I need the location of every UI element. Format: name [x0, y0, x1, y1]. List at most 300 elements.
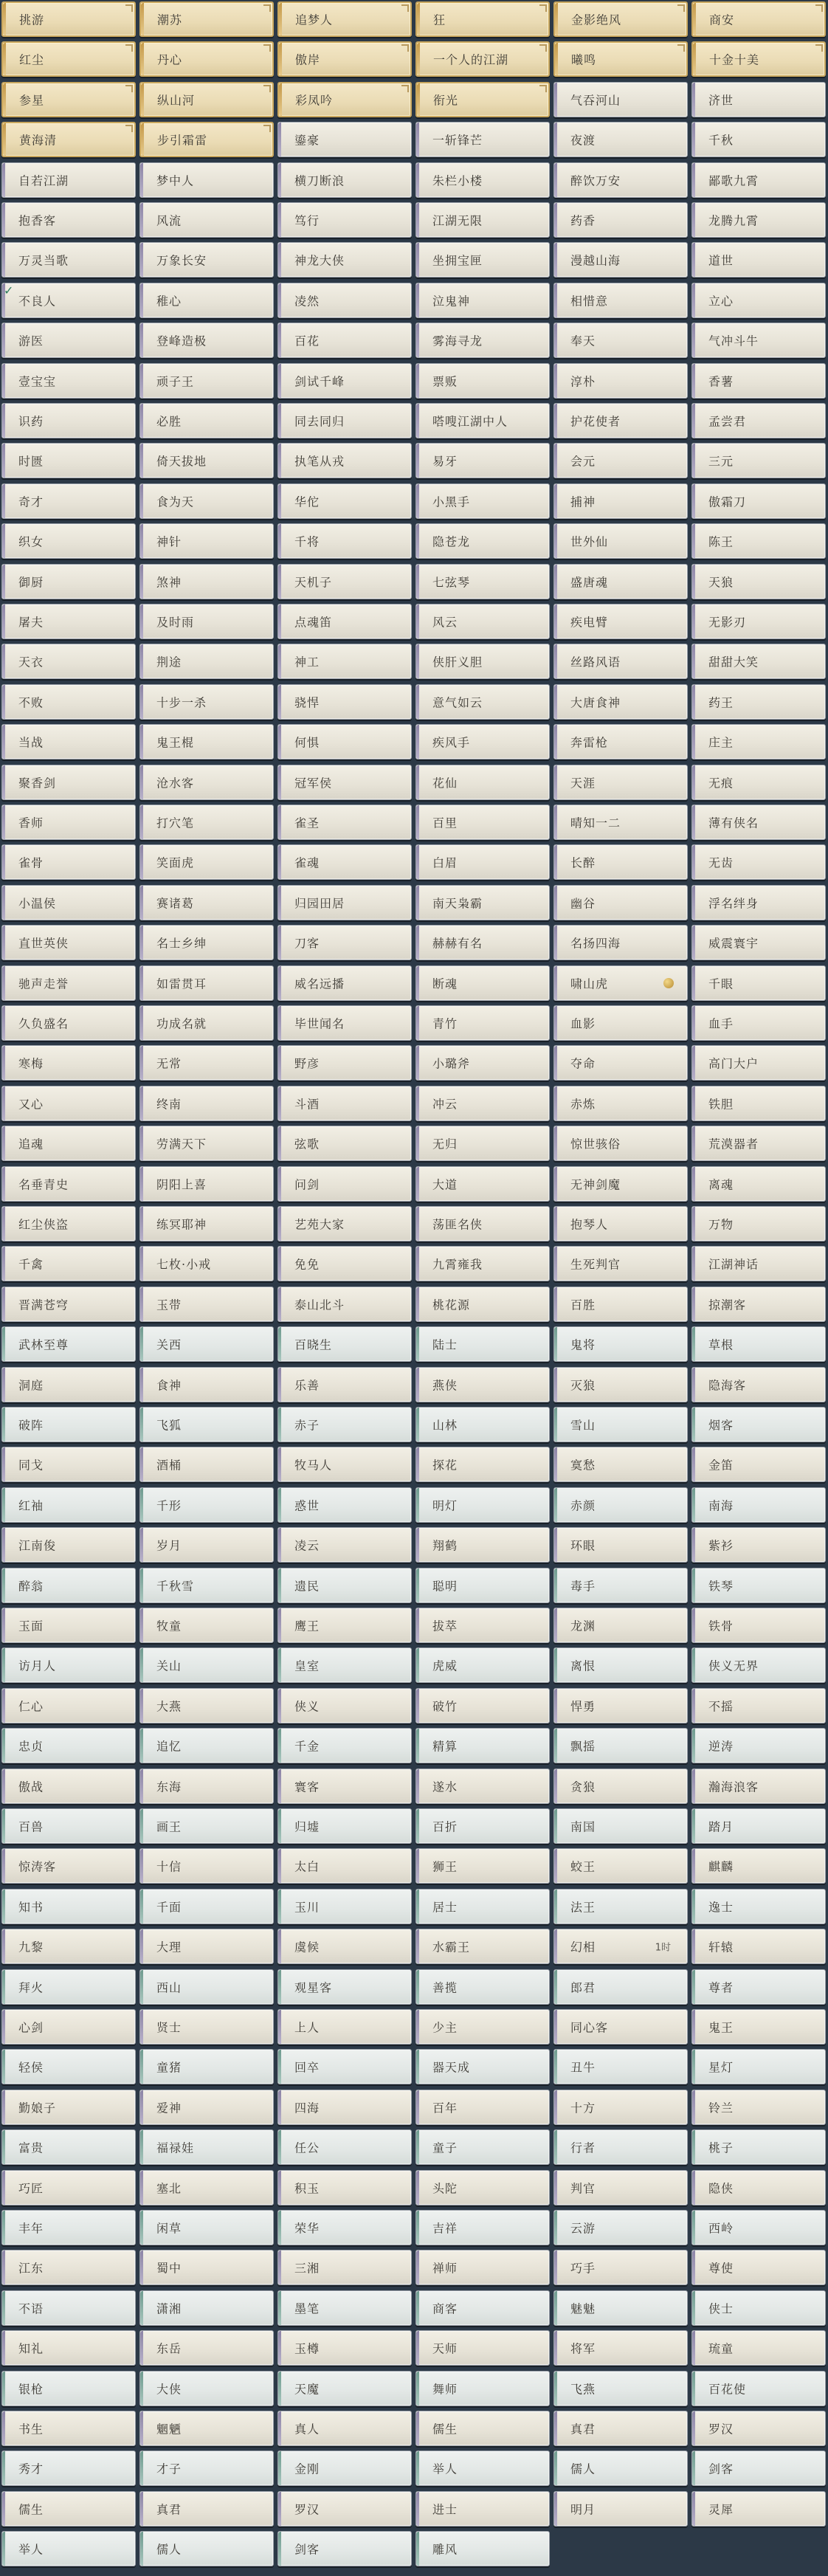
- title-tile[interactable]: [1, 1487, 136, 1523]
- title-tile[interactable]: [553, 604, 688, 639]
- title-tile[interactable]: [553, 242, 688, 278]
- title-tile[interactable]: [553, 2090, 688, 2125]
- title-tile[interactable]: [139, 2290, 274, 2326]
- title-tile[interactable]: [1, 1447, 136, 1482]
- title-tile[interactable]: [277, 41, 412, 77]
- title-tile[interactable]: [277, 805, 412, 840]
- title-tile[interactable]: [1, 2170, 136, 2205]
- title-tile[interactable]: [415, 1, 550, 37]
- title-tile[interactable]: [1, 1206, 136, 1241]
- title-tile[interactable]: [415, 2170, 550, 2205]
- title-tile[interactable]: [139, 1889, 274, 1924]
- title-tile[interactable]: [277, 2451, 412, 2486]
- title-tile[interactable]: [277, 1688, 412, 1723]
- title-tile[interactable]: [139, 1487, 274, 1523]
- title-tile[interactable]: [553, 1326, 688, 1362]
- title-tile[interactable]: [1, 363, 136, 399]
- title-tile[interactable]: [415, 925, 550, 960]
- title-tile[interactable]: [691, 242, 826, 278]
- title-tile[interactable]: [553, 1246, 688, 1281]
- title-tile[interactable]: [415, 1647, 550, 1683]
- title-tile[interactable]: [415, 644, 550, 679]
- title-tile[interactable]: [139, 1166, 274, 1202]
- title-tile[interactable]: [1, 1647, 136, 1683]
- title-tile[interactable]: [277, 403, 412, 438]
- title-tile[interactable]: [139, 523, 274, 559]
- title-tile[interactable]: [415, 483, 550, 519]
- title-tile[interactable]: [139, 323, 274, 358]
- title-tile[interactable]: [1, 724, 136, 760]
- title-tile[interactable]: [1, 2049, 136, 2084]
- title-tile[interactable]: [691, 1929, 826, 1964]
- title-tile[interactable]: [1, 2411, 136, 2446]
- title-tile[interactable]: [691, 1568, 826, 1603]
- title-tile[interactable]: [553, 2049, 688, 2084]
- title-tile[interactable]: [415, 1447, 550, 1482]
- title-tile[interactable]: [553, 965, 688, 1001]
- title-tile[interactable]: [139, 604, 274, 639]
- title-tile[interactable]: [1, 1367, 136, 1402]
- title-tile[interactable]: [553, 323, 688, 358]
- title-tile[interactable]: [553, 805, 688, 840]
- title-tile[interactable]: [277, 765, 412, 800]
- title-tile[interactable]: [553, 523, 688, 559]
- title-tile[interactable]: [139, 483, 274, 519]
- title-tile[interactable]: [691, 1166, 826, 1202]
- title-tile[interactable]: [277, 1848, 412, 1884]
- title-tile[interactable]: [691, 1005, 826, 1041]
- title-tile[interactable]: [553, 2371, 688, 2406]
- title-tile[interactable]: [691, 2451, 826, 2486]
- title-tile[interactable]: [415, 2330, 550, 2366]
- title-tile[interactable]: [139, 1246, 274, 1281]
- title-tile[interactable]: [139, 805, 274, 840]
- title-tile[interactable]: [415, 2210, 550, 2245]
- title-tile[interactable]: [553, 283, 688, 318]
- title-tile[interactable]: [1, 1608, 136, 1643]
- title-tile[interactable]: [553, 564, 688, 599]
- title-tile[interactable]: [415, 1487, 550, 1523]
- title-tile[interactable]: [1, 885, 136, 920]
- title-tile[interactable]: [553, 1, 688, 37]
- title-tile[interactable]: [691, 1848, 826, 1884]
- title-tile[interactable]: [1, 1769, 136, 1804]
- title-tile[interactable]: [277, 1889, 412, 1924]
- title-tile[interactable]: [139, 202, 274, 238]
- title-tile[interactable]: [277, 283, 412, 318]
- title-tile[interactable]: [139, 564, 274, 599]
- title-tile[interactable]: [1, 283, 136, 318]
- title-tile[interactable]: [277, 1126, 412, 1161]
- title-tile[interactable]: [277, 122, 412, 157]
- title-tile[interactable]: [277, 2009, 412, 2045]
- title-tile[interactable]: [691, 323, 826, 358]
- title-tile[interactable]: [277, 2290, 412, 2326]
- title-tile[interactable]: [139, 2371, 274, 2406]
- title-tile[interactable]: [415, 1688, 550, 1723]
- title-tile[interactable]: [553, 2250, 688, 2285]
- title-tile[interactable]: [1, 2531, 136, 2566]
- title-tile[interactable]: [1, 1527, 136, 1563]
- title-tile[interactable]: [415, 2290, 550, 2326]
- title-tile[interactable]: [1, 1045, 136, 1081]
- title-tile[interactable]: [277, 1487, 412, 1523]
- title-tile[interactable]: [277, 1929, 412, 1964]
- title-tile[interactable]: [1, 1969, 136, 2005]
- title-tile[interactable]: [691, 363, 826, 399]
- title-tile[interactable]: [415, 885, 550, 920]
- title-tile[interactable]: [277, 1647, 412, 1683]
- title-tile[interactable]: [277, 644, 412, 679]
- title-tile[interactable]: [415, 1728, 550, 1763]
- title-tile[interactable]: [415, 1848, 550, 1884]
- title-tile[interactable]: [691, 684, 826, 720]
- title-tile[interactable]: [691, 1728, 826, 1763]
- title-tile[interactable]: [277, 1287, 412, 1322]
- title-tile[interactable]: [691, 403, 826, 438]
- title-tile[interactable]: [1, 162, 136, 198]
- title-tile[interactable]: [691, 2491, 826, 2527]
- title-tile[interactable]: [553, 363, 688, 399]
- title-tile[interactable]: [277, 82, 412, 117]
- title-tile[interactable]: [691, 283, 826, 318]
- title-tile[interactable]: [1, 604, 136, 639]
- title-tile[interactable]: [553, 684, 688, 720]
- title-tile[interactable]: [691, 2090, 826, 2125]
- title-tile[interactable]: [277, 1808, 412, 1844]
- title-tile[interactable]: [139, 1647, 274, 1683]
- title-tile[interactable]: [277, 1367, 412, 1402]
- title-tile[interactable]: [139, 1688, 274, 1723]
- title-tile[interactable]: [1, 765, 136, 800]
- title-tile[interactable]: [415, 2531, 550, 2566]
- title-tile[interactable]: [139, 283, 274, 318]
- title-tile[interactable]: [139, 242, 274, 278]
- title-tile[interactable]: [277, 1246, 412, 1281]
- title-tile[interactable]: [277, 2129, 412, 2165]
- title-tile[interactable]: [277, 885, 412, 920]
- title-tile[interactable]: [277, 1568, 412, 1603]
- title-tile[interactable]: [139, 1, 274, 37]
- title-tile[interactable]: [277, 2371, 412, 2406]
- title-tile[interactable]: [415, 2009, 550, 2045]
- title-tile[interactable]: [1, 1688, 136, 1723]
- title-tile[interactable]: [415, 2090, 550, 2125]
- title-tile[interactable]: [691, 443, 826, 478]
- title-tile[interactable]: [553, 82, 688, 117]
- title-tile[interactable]: [691, 965, 826, 1001]
- title-tile[interactable]: [415, 844, 550, 880]
- title-tile[interactable]: [277, 604, 412, 639]
- title-tile[interactable]: [277, 2491, 412, 2527]
- title-tile[interactable]: [139, 1326, 274, 1362]
- title-tile[interactable]: [553, 2009, 688, 2045]
- title-tile[interactable]: [1, 2371, 136, 2406]
- title-tile[interactable]: [415, 765, 550, 800]
- title-tile[interactable]: [553, 1808, 688, 1844]
- title-tile[interactable]: [691, 2009, 826, 2045]
- title-tile[interactable]: [691, 2170, 826, 2205]
- title-tile[interactable]: [553, 1407, 688, 1442]
- title-tile[interactable]: [1, 2250, 136, 2285]
- title-tile[interactable]: [415, 1287, 550, 1322]
- title-tile[interactable]: [691, 805, 826, 840]
- title-tile[interactable]: [1, 1568, 136, 1603]
- title-tile[interactable]: [139, 724, 274, 760]
- title-tile[interactable]: [415, 1407, 550, 1442]
- title-tile[interactable]: [415, 1126, 550, 1161]
- title-tile[interactable]: [553, 1527, 688, 1563]
- title-tile[interactable]: [139, 122, 274, 157]
- title-tile[interactable]: [1, 2210, 136, 2245]
- title-tile[interactable]: [553, 1166, 688, 1202]
- title-tile[interactable]: [277, 1045, 412, 1081]
- title-tile[interactable]: [691, 1969, 826, 2005]
- title-tile[interactable]: [415, 1527, 550, 1563]
- title-tile[interactable]: [277, 2210, 412, 2245]
- title-tile[interactable]: [277, 1326, 412, 1362]
- title-tile[interactable]: [553, 1045, 688, 1081]
- title-tile[interactable]: [139, 844, 274, 880]
- title-tile[interactable]: [277, 1969, 412, 2005]
- title-tile[interactable]: [139, 925, 274, 960]
- title-tile[interactable]: [691, 844, 826, 880]
- title-tile[interactable]: [139, 403, 274, 438]
- title-tile[interactable]: [691, 82, 826, 117]
- title-tile[interactable]: [1, 1889, 136, 1924]
- title-tile[interactable]: [277, 724, 412, 760]
- title-tile[interactable]: [1, 523, 136, 559]
- title-tile[interactable]: [1, 1407, 136, 1442]
- title-tile[interactable]: [277, 925, 412, 960]
- title-tile[interactable]: [553, 2129, 688, 2165]
- title-tile[interactable]: [277, 2049, 412, 2084]
- title-tile[interactable]: [691, 2210, 826, 2245]
- title-tile[interactable]: [139, 1447, 274, 1482]
- title-tile[interactable]: [415, 1929, 550, 1964]
- title-tile[interactable]: [139, 1367, 274, 1402]
- title-tile[interactable]: [691, 2250, 826, 2285]
- title-tile[interactable]: [691, 1045, 826, 1081]
- title-tile[interactable]: [691, 162, 826, 198]
- title-tile[interactable]: [1, 202, 136, 238]
- title-tile[interactable]: [691, 564, 826, 599]
- title-tile[interactable]: [139, 1045, 274, 1081]
- title-tile[interactable]: [139, 2009, 274, 2045]
- title-tile[interactable]: [277, 1407, 412, 1442]
- title-tile[interactable]: [1, 1326, 136, 1362]
- title-tile[interactable]: [139, 2491, 274, 2527]
- title-tile[interactable]: [139, 41, 274, 77]
- title-tile[interactable]: [1, 564, 136, 599]
- title-tile[interactable]: [139, 2049, 274, 2084]
- title-tile[interactable]: [139, 1086, 274, 1121]
- title-tile[interactable]: [1, 1005, 136, 1041]
- title-tile[interactable]: [277, 684, 412, 720]
- title-tile[interactable]: [1, 925, 136, 960]
- title-tile[interactable]: [415, 1086, 550, 1121]
- title-tile[interactable]: [415, 2049, 550, 2084]
- title-tile[interactable]: [277, 1447, 412, 1482]
- title-tile[interactable]: [691, 1206, 826, 1241]
- title-tile[interactable]: [1, 82, 136, 117]
- title-tile[interactable]: [1, 2491, 136, 2527]
- title-tile[interactable]: [691, 1608, 826, 1643]
- title-tile[interactable]: [415, 1769, 550, 1804]
- title-tile[interactable]: [277, 523, 412, 559]
- title-tile[interactable]: [277, 162, 412, 198]
- title-tile[interactable]: [415, 805, 550, 840]
- title-tile[interactable]: [139, 644, 274, 679]
- title-tile[interactable]: [553, 1647, 688, 1683]
- title-tile[interactable]: [553, 1889, 688, 1924]
- title-tile[interactable]: [277, 202, 412, 238]
- title-tile[interactable]: [277, 443, 412, 478]
- title-tile[interactable]: [139, 765, 274, 800]
- title-tile[interactable]: [277, 2170, 412, 2205]
- title-tile[interactable]: [139, 2531, 274, 2566]
- title-tile[interactable]: [1, 2451, 136, 2486]
- title-tile[interactable]: [415, 1568, 550, 1603]
- title-tile[interactable]: [277, 1769, 412, 1804]
- title-tile[interactable]: [691, 2049, 826, 2084]
- title-tile[interactable]: [139, 1568, 274, 1603]
- title-tile[interactable]: [691, 2290, 826, 2326]
- title-tile[interactable]: [1, 1287, 136, 1322]
- title-tile[interactable]: [1, 1929, 136, 1964]
- title-tile[interactable]: [1, 403, 136, 438]
- title-tile[interactable]: [415, 162, 550, 198]
- title-tile[interactable]: [691, 724, 826, 760]
- title-tile[interactable]: [691, 523, 826, 559]
- title-tile[interactable]: [691, 483, 826, 519]
- title-tile[interactable]: [139, 162, 274, 198]
- title-tile[interactable]: [277, 2411, 412, 2446]
- title-tile[interactable]: [553, 1769, 688, 1804]
- title-tile[interactable]: [1, 483, 136, 519]
- title-tile[interactable]: [1, 1126, 136, 1161]
- title-tile[interactable]: [691, 1, 826, 37]
- title-tile[interactable]: [1, 644, 136, 679]
- title-tile[interactable]: [277, 965, 412, 1001]
- title-tile[interactable]: [553, 1005, 688, 1041]
- title-tile[interactable]: [553, 2451, 688, 2486]
- title-tile[interactable]: [415, 1005, 550, 1041]
- title-tile[interactable]: [415, 1608, 550, 1643]
- title-tile[interactable]: [139, 1608, 274, 1643]
- title-tile[interactable]: [1, 2330, 136, 2366]
- title-tile[interactable]: [139, 1808, 274, 1844]
- title-tile[interactable]: [553, 1367, 688, 1402]
- title-tile[interactable]: [1, 1808, 136, 1844]
- title-tile[interactable]: [415, 2371, 550, 2406]
- title-tile[interactable]: [415, 1246, 550, 1281]
- title-tile[interactable]: [691, 925, 826, 960]
- title-tile[interactable]: [553, 644, 688, 679]
- title-tile[interactable]: [415, 1889, 550, 1924]
- title-tile[interactable]: [139, 1005, 274, 1041]
- title-tile[interactable]: [277, 2250, 412, 2285]
- title-tile[interactable]: [691, 885, 826, 920]
- title-tile[interactable]: [1, 1848, 136, 1884]
- title-tile[interactable]: [277, 1, 412, 37]
- title-tile[interactable]: [553, 844, 688, 880]
- title-tile[interactable]: [139, 2210, 274, 2245]
- title-tile[interactable]: [1, 1728, 136, 1763]
- title-tile[interactable]: [415, 122, 550, 157]
- title-tile[interactable]: [553, 443, 688, 478]
- title-tile[interactable]: [277, 2090, 412, 2125]
- title-tile[interactable]: [553, 1287, 688, 1322]
- title-tile[interactable]: [1, 323, 136, 358]
- title-tile[interactable]: [691, 765, 826, 800]
- title-tile[interactable]: [691, 604, 826, 639]
- title-tile[interactable]: [139, 2330, 274, 2366]
- title-tile[interactable]: [553, 1688, 688, 1723]
- title-tile[interactable]: [1, 122, 136, 157]
- title-tile[interactable]: [553, 41, 688, 77]
- title-tile[interactable]: [139, 82, 274, 117]
- title-tile[interactable]: [553, 1447, 688, 1482]
- title-tile[interactable]: [1, 805, 136, 840]
- title-tile[interactable]: [277, 1527, 412, 1563]
- title-tile[interactable]: [277, 323, 412, 358]
- title-tile[interactable]: [553, 885, 688, 920]
- title-tile[interactable]: [691, 2371, 826, 2406]
- title-tile[interactable]: [553, 2210, 688, 2245]
- title-tile[interactable]: [415, 363, 550, 399]
- title-tile[interactable]: [1, 844, 136, 880]
- title-tile[interactable]: [277, 2330, 412, 2366]
- title-tile[interactable]: [415, 1166, 550, 1202]
- title-tile[interactable]: [553, 2290, 688, 2326]
- title-tile[interactable]: [139, 1728, 274, 1763]
- title-tile[interactable]: [691, 1647, 826, 1683]
- title-tile[interactable]: [139, 2129, 274, 2165]
- title-tile[interactable]: [415, 604, 550, 639]
- title-tile[interactable]: [139, 1929, 274, 1964]
- title-tile[interactable]: [691, 1326, 826, 1362]
- title-tile[interactable]: [553, 2491, 688, 2527]
- title-tile[interactable]: [553, 1929, 688, 1964]
- title-tile[interactable]: [553, 202, 688, 238]
- title-tile[interactable]: [1, 242, 136, 278]
- title-tile[interactable]: [415, 1969, 550, 2005]
- title-tile[interactable]: [415, 1808, 550, 1844]
- title-tile[interactable]: [1, 1246, 136, 1281]
- title-tile[interactable]: [415, 1367, 550, 1402]
- title-tile[interactable]: [553, 925, 688, 960]
- title-tile[interactable]: [691, 1889, 826, 1924]
- title-tile[interactable]: [415, 684, 550, 720]
- title-tile[interactable]: [139, 1287, 274, 1322]
- title-tile[interactable]: [553, 1568, 688, 1603]
- title-tile[interactable]: [553, 765, 688, 800]
- title-tile[interactable]: [415, 564, 550, 599]
- title-tile[interactable]: [139, 2451, 274, 2486]
- title-tile[interactable]: [553, 724, 688, 760]
- title-tile[interactable]: [277, 1086, 412, 1121]
- title-tile[interactable]: [415, 2250, 550, 2285]
- title-tile[interactable]: [139, 2090, 274, 2125]
- title-tile[interactable]: [415, 1326, 550, 1362]
- title-tile[interactable]: [277, 1166, 412, 1202]
- title-tile[interactable]: [691, 1769, 826, 1804]
- title-tile[interactable]: [553, 403, 688, 438]
- title-tile[interactable]: [691, 1487, 826, 1523]
- title-tile[interactable]: [277, 844, 412, 880]
- title-tile[interactable]: [277, 1608, 412, 1643]
